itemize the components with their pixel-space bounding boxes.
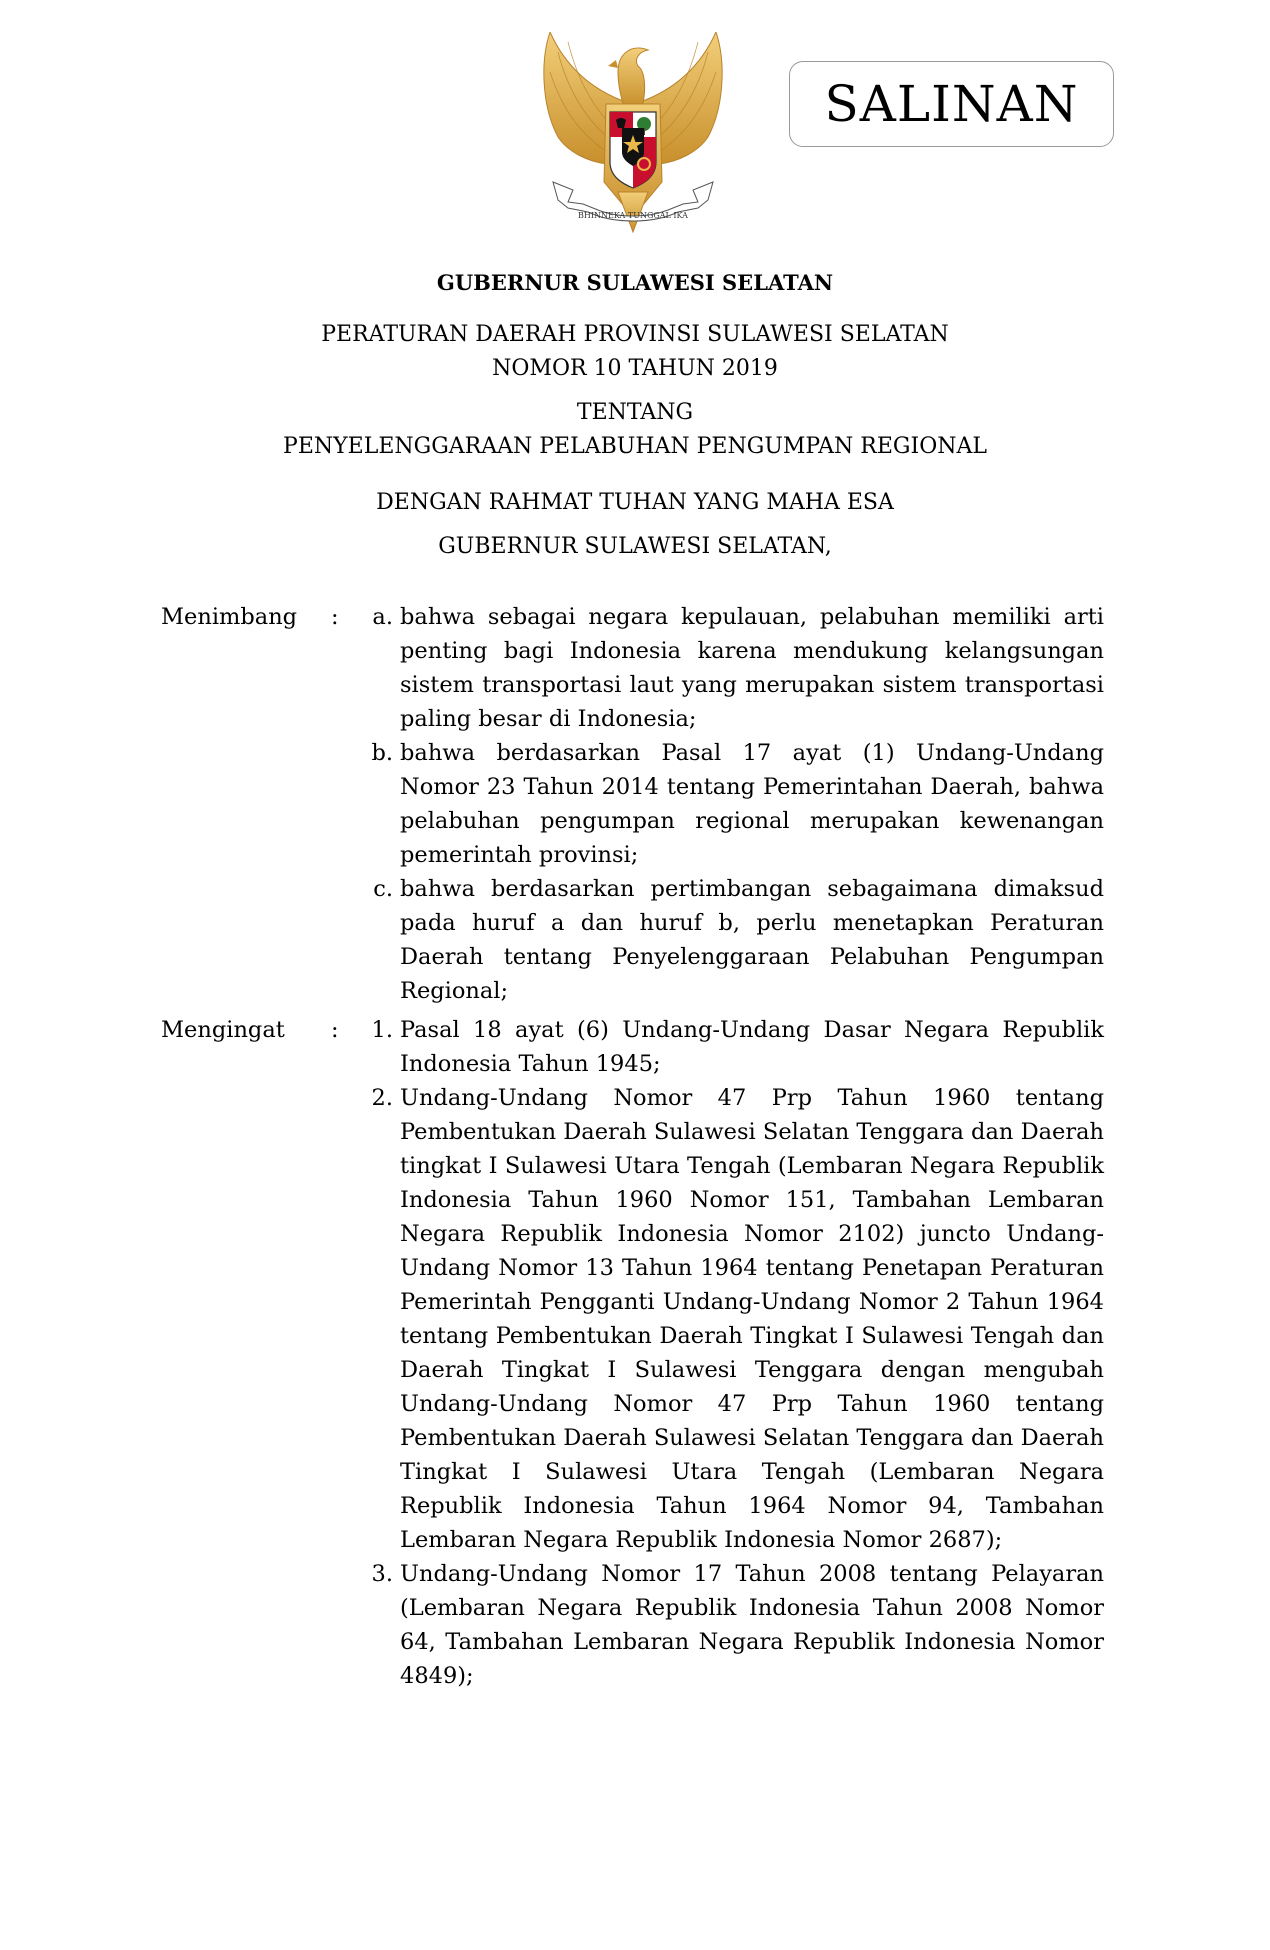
item-text: bahwa berdasarkan Pasal 17 ayat (1) Undang-Undang Nomor 23 Tahun 2014 tentang Pemerintahan Daerah, bahwa pelabuhan pengumpan regional merupakan kewenangan pemerintah provinsi; [400,740,1104,868]
section-label: Menimbang [161,604,298,630]
section-colon: : [331,604,339,630]
legal-basis-list [361,1013,1104,1693]
item-marker: 3. [371,1561,393,1587]
garuda-pancasila-emblem-icon [538,32,728,237]
item-text: bahwa sebagai negara kepulauan, pelabuhan memiliki arti penting bagi Indonesia karena mendukung kelangsungan sistem transportasi laut yang merupakan sistem transportasi paling besar di Indonesia; [400,604,1104,732]
about-label: TENTANG [576,400,694,425]
item-marker: 2. [371,1085,393,1111]
list-item [361,1081,1104,1557]
list-item [361,736,1104,872]
section-label: Mengingat [161,1017,285,1043]
svg-text:BHINNEKA TUNGGAL IKA: BHINNEKA TUNGGAL IKA [578,211,688,220]
invocation: DENGAN RAHMAT TUHAN YANG MAHA ESA [376,490,894,515]
list-item [361,600,1104,736]
menimbang-section [161,600,1104,1008]
section-colon: : [331,1017,339,1043]
issuer-heading: GUBERNUR SULAWESI SELATAN [436,270,834,295]
item-marker: 1. [371,1017,393,1043]
regulation-subject: PENYELENGGARAAN PELABUHAN PENGUMPAN REGIONAL [283,434,987,459]
item-marker: a. [372,604,393,630]
considerations-list [361,600,1104,1008]
regulation-subject-block [0,396,1270,464]
regulation-title-line1: PERATURAN DAERAH PROVINSI SULAWESI SELATAN [321,322,949,347]
regulation-title [0,318,1270,386]
item-marker: b. [371,740,393,766]
list-item [361,1557,1104,1693]
issuer-signature-heading: GUBERNUR SULAWESI SELATAN, [438,534,832,559]
item-text: bahwa berdasarkan pertimbangan sebagaimana dimaksud pada huruf a dan huruf b, perlu menetapkan Peraturan Daerah tentang Penyelenggaraan Pelabuhan Pengumpan Regional; [400,876,1104,1004]
list-item [361,872,1104,1008]
list-item [361,1013,1104,1081]
item-marker: c. [373,876,393,902]
mengingat-section [161,1013,1104,1693]
item-text: Undang-Undang Nomor 47 Prp Tahun 1960 tentang Pembentukan Daerah Sulawesi Selatan Tenggara dan Daerah tingkat I Sulawesi Utara Tengah (Lembaran Negara Republik Indonesia Tahun 1960 Nomor 151, Tambahan Lembaran Negara Republik Indonesia Nomor 2102) juncto Undang-Undang Nomor 13 Tahun 1964 tentang Penetapan Peraturan Pemerintah Pengganti Undang-Undang Nomor 2 Tahun 1964 tentang Pembentukan Daerah Tingkat I Sulawesi Tengah dan Daerah Tingkat I Sulawesi Tenggara dengan mengubah Undang-Undang Nomor 47 Prp Tahun 1960 tentang Pembentukan Daerah Sulawesi Selatan Tenggara dan Daerah Tingkat I Sulawesi Utara Tengah (Lembaran Negara Republik Indonesia Tahun 1964 Nomor 94, Tambahan Lembaran Negara Republik Indonesia Nomor 2687); [400,1085,1104,1553]
salinan-stamp: SALINAN [789,61,1114,147]
item-text: Undang-Undang Nomor 17 Tahun 2008 tentang Pelayaran (Lembaran Negara Republik Indonesia Tahun 2008 Nomor 64, Tambahan Lembaran Negara Republik Indonesia Nomor 4849); [400,1561,1104,1689]
item-text: Pasal 18 ayat (6) Undang-Undang Dasar Negara Republik Indonesia Tahun 1945; [400,1017,1104,1077]
regulation-number: NOMOR 10 TAHUN 2019 [492,356,778,381]
